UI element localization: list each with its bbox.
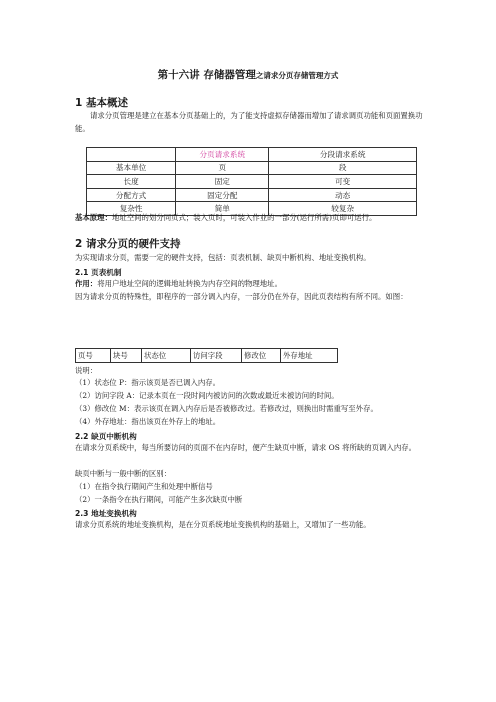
table-cell: 基本单位 bbox=[87, 161, 176, 175]
explain-item: （2）访问字段 A：记录本页在一段时间内被访问的次数或最近未被访问的时间。 bbox=[75, 391, 339, 400]
table-header-cell: 分页请求系统 bbox=[176, 148, 269, 162]
page-table-entry bbox=[75, 348, 338, 363]
table-cell: 简单 bbox=[176, 202, 269, 216]
table-cell: 长度 bbox=[87, 175, 176, 189]
table-cell: 固定 bbox=[176, 175, 269, 189]
table-cell: 页 bbox=[176, 161, 269, 175]
role-line bbox=[75, 278, 445, 291]
section-2-1-paragraph: 因为请求分页的特殊性，即程序的一部分调入内存，一部分仍在外存，因此页表结构有所不同。如图： bbox=[75, 292, 408, 301]
principle-line bbox=[75, 212, 445, 225]
title-main: 第十六讲 存储器管理 bbox=[157, 69, 256, 81]
table-row bbox=[76, 349, 338, 363]
table-header-cell: 分段请求系统 bbox=[269, 148, 417, 162]
explain-item: （4）外存地址：指出该页在外存上的地址。 bbox=[75, 417, 221, 426]
section-2-2-heading: 2.2 缺页中断机构 bbox=[75, 432, 137, 441]
pte-field: 访问字段 bbox=[191, 349, 242, 363]
principle-label: 基本原理： bbox=[75, 213, 112, 222]
role-text: 将用户地址空间的逻辑地址转换为内存空间的物理地址。 bbox=[97, 279, 282, 288]
table-row bbox=[87, 188, 417, 202]
diff-item: （2）一条指令在执行期间，可能产生多次缺页中断 bbox=[75, 495, 243, 504]
lecture-title bbox=[0, 67, 496, 82]
section-2-1-heading: 2.1 页表机制 bbox=[75, 268, 122, 277]
section-2-3-heading: 2.3 地址变换机构 bbox=[75, 509, 137, 518]
section-2-intro: 为实现请求分页，需要一定的硬件支持，包括：页表机制、缺页中断机构、地址变换机构。 bbox=[75, 253, 371, 262]
section-2-heading: 2 请求分页的硬件支持 bbox=[75, 238, 181, 250]
table-cell: 较复杂 bbox=[269, 202, 417, 216]
principle-text: 地址空间的划分同页式；装入页时，可装入作业的一部分(运行所需)页即可运行。 bbox=[111, 213, 377, 222]
section-1-heading: 1 基本概述 bbox=[75, 97, 128, 109]
table-header-row bbox=[87, 148, 417, 162]
section-2-2-paragraph: 在请求分页系统中，每当所要访问的页面不在内存时，便产生缺页中断，请求 OS 将所缺的页调入内存。 bbox=[75, 443, 417, 452]
pte-field: 外存地址 bbox=[281, 349, 338, 363]
table-cell: 段 bbox=[269, 161, 417, 175]
comparison-table bbox=[86, 147, 417, 216]
table-cell: 可变 bbox=[269, 175, 417, 189]
table-cell: 分配方式 bbox=[87, 188, 176, 202]
diff-item: （1）在指令执行期间产生和处理中断信号 bbox=[75, 482, 213, 491]
pte-field: 块号 bbox=[111, 349, 142, 363]
explain-item: （1）状态位 P：指示该页是否已调入内存。 bbox=[75, 378, 221, 387]
table-cell: 动态 bbox=[269, 188, 417, 202]
pte-field: 页号 bbox=[76, 349, 111, 363]
pte-field: 状态位 bbox=[142, 349, 191, 363]
explain-label: 说明： bbox=[75, 366, 98, 375]
table-row bbox=[87, 161, 417, 175]
table-cell: 复杂性 bbox=[87, 202, 176, 216]
diff-intro: 缺页中断与一般中断的区别： bbox=[75, 469, 172, 478]
pte-field: 修改位 bbox=[242, 349, 281, 363]
explain-item: （3）修改位 M：表示该页在调入内存后是否被修改过。若修改过，则换出时需重写至外存。 bbox=[75, 404, 378, 413]
title-sub: 之请求分页存储管理方式 bbox=[255, 71, 339, 80]
section-1-paragraph: 请求分页管理是建立在基本分页基础上的，为了能支持虚拟存储器而增加了请求调页功能和页面置换功能。 bbox=[75, 111, 423, 133]
section-2-3-paragraph: 请求分页系统的地址变换机构，是在分页系统地址变换机构的基础上，又增加了一些功能。 bbox=[75, 520, 371, 529]
table-header-cell bbox=[87, 148, 176, 162]
table-cell: 固定分配 bbox=[176, 188, 269, 202]
table-row bbox=[87, 175, 417, 189]
role-label: 作用： bbox=[75, 279, 98, 288]
